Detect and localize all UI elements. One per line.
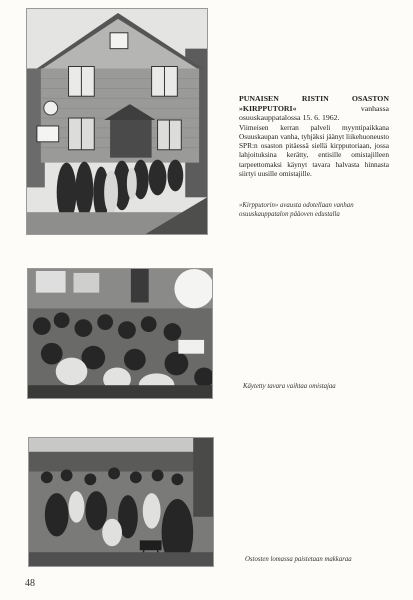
flea-market-indoor-photo	[27, 268, 213, 399]
photo-1-caption: »Kirpputorin» avausta odotellaan vanhan osuuskauppatalon pääoven edustalla	[239, 202, 354, 218]
sausage-frying-photo	[28, 437, 214, 567]
building-crowd-photo	[26, 8, 208, 235]
article	[239, 94, 389, 178]
article-body: Viimeisen kerran palveli myyntipaikkana Osuuskaupan vanha, tyhjäksi jäänyt liikehuoneusto SPR:n osaston pitäessä siellä kirpputoriaan, jossa lahjoituksina kerätty, entisille omistajilleen tarpeettomaksi käynyt tavara halvasta hinnasta siirtyi uusille omistajille.	[239, 122, 389, 178]
article-heading	[239, 94, 389, 123]
article-heading-bold: PUNAISEN RISTIN OSASTON »KIRPPUTORI«	[239, 94, 389, 113]
article-heading-rest: vanhassa osuuskauppatalossa 15. 6. 1962.	[239, 103, 389, 123]
photo-2-caption: Käytetty tavara vaihtaa omistajaa	[243, 383, 336, 390]
page-number: 48	[25, 578, 35, 589]
photo-3-caption: Ostosten lomassa paistetaan makkaraa	[245, 556, 352, 563]
